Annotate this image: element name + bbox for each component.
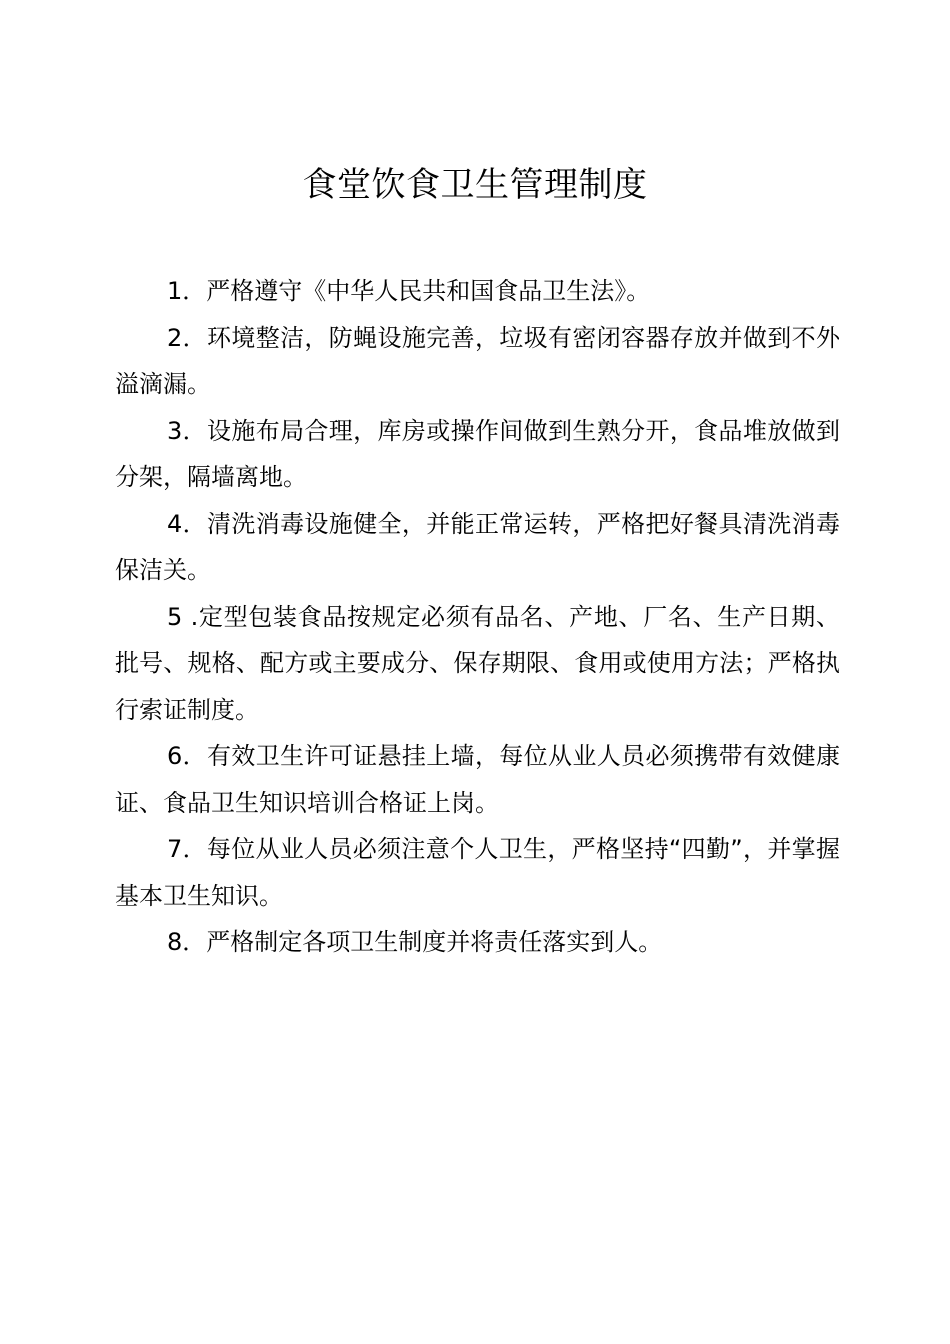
rule-item-8: 8．严格制定各项卫生制度并将责任落实到人。 <box>167 928 663 956</box>
rules-list <box>115 268 840 966</box>
rule-item-4: 4．清洗消毒设施健全，并能正常运转，严格把好餐具清洗消毒保洁关。 <box>115 509 840 584</box>
rule-item-3: 3．设施布局合理，库房或操作间做到生熟分开，食品堆放做到分架，隔墙离地。 <box>115 416 840 491</box>
document-title: 食堂饮食卫生管理制度 <box>302 165 648 205</box>
rule-item-5: 5 .定型包装食品按规定必须有品名、产地、厂名、生产日期、批号、规格、配方或主要成分、保存期限、食用或使用方法；严格执行索证制度。 <box>115 602 840 724</box>
rule-item-6: 6．有效卫生许可证悬挂上墙，每位从业人员必须携带有效健康证、食品卫生知识培训合格证上岗。 <box>115 742 840 817</box>
rule-item-2: 2．环境整洁，防蝇设施完善，垃圾有密闭容器存放并做到不外溢滴漏。 <box>115 323 840 398</box>
rule-item-1: 1．严格遵守《中华人民共和国食品卫生法》。 <box>167 277 651 305</box>
rule-item-7: 7．每位从业人员必须注意个人卫生，严格坚持“四勤”，并掌握基本卫生知识。 <box>115 835 840 910</box>
